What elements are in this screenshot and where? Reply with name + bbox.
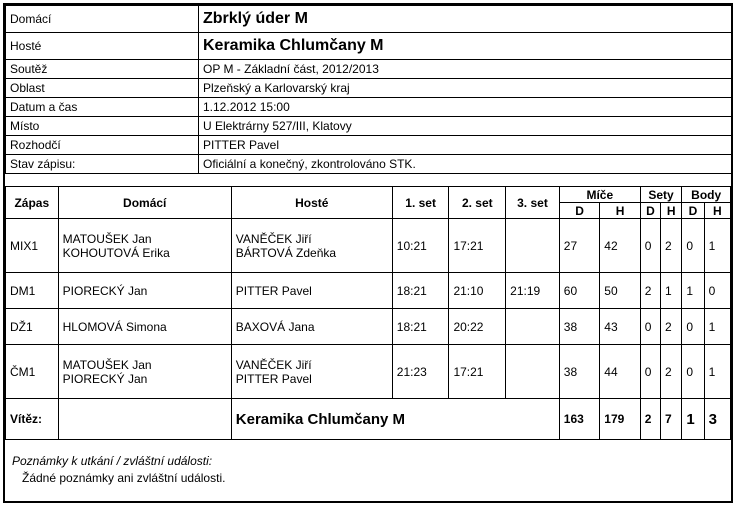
- match-set2: 20:22: [449, 309, 506, 345]
- info-label: Stav zápisu:: [6, 155, 199, 174]
- info-value: Keramika Chlumčany M: [199, 33, 732, 60]
- match-code: DM1: [6, 273, 59, 309]
- match-set2: 17:21: [449, 345, 506, 399]
- match-info-table: [5, 5, 732, 174]
- match-set1: 18:21: [392, 309, 449, 345]
- match-home-players: [58, 273, 231, 309]
- header-balls-d: D: [559, 203, 600, 219]
- match-points-d: 0: [682, 309, 704, 345]
- info-row: [6, 155, 732, 174]
- match-balls-h: 42: [600, 219, 641, 273]
- info-row: [6, 98, 732, 117]
- match-code: MIX1: [6, 219, 59, 273]
- match-row: [6, 345, 731, 399]
- header-sets-d: D: [640, 203, 660, 219]
- match-balls-d: 38: [559, 309, 600, 345]
- notes-section: [12, 454, 225, 485]
- match-points-h: 1: [704, 345, 730, 399]
- header-sets: Sety: [640, 187, 682, 203]
- match-set1: 21:23: [392, 345, 449, 399]
- info-row: [6, 117, 732, 136]
- match-set3: 21:19: [506, 273, 560, 309]
- match-guest-players: [231, 345, 392, 399]
- winner-balls-d: 163: [559, 399, 600, 440]
- match-home-players: [58, 219, 231, 273]
- match-sets-h: 2: [661, 309, 682, 345]
- player-name: MATOUŠEK Jan: [62, 231, 152, 246]
- header-points-h: H: [704, 203, 730, 219]
- header-balls-h: H: [600, 203, 641, 219]
- info-label: Místo: [6, 117, 199, 136]
- match-points-h: 1: [704, 309, 730, 345]
- info-value: 1.12.2012 15:00: [199, 98, 732, 117]
- match-sets-d: 0: [640, 345, 660, 399]
- match-points-h: 1: [704, 219, 730, 273]
- info-label: Hosté: [6, 33, 199, 60]
- info-value: Zbrklý úder M: [199, 6, 732, 33]
- match-balls-h: 43: [600, 309, 641, 345]
- info-label: Oblast: [6, 79, 199, 98]
- match-sets-d: 0: [640, 219, 660, 273]
- player-name: VANĚČEK Jiří: [235, 357, 312, 372]
- notes-title: Poznámky k utkání / zvláštní události:: [12, 454, 213, 468]
- winner-name: Keramika Chlumčany M: [231, 399, 559, 440]
- match-set3: [506, 345, 560, 399]
- info-label: Rozhodčí: [6, 136, 199, 155]
- match-points-d: 0: [682, 219, 704, 273]
- info-value: Oficiální a konečný, zkontrolováno STK.: [199, 155, 732, 174]
- info-label: Soutěž: [6, 60, 199, 79]
- winner-sets-h: 7: [661, 399, 682, 440]
- header-sets-h: H: [661, 203, 682, 219]
- player-name: PITTER Pavel: [235, 371, 312, 386]
- player-name: PITTER Pavel: [235, 283, 312, 298]
- match-set3: [506, 219, 560, 273]
- match-set2: 21:10: [449, 273, 506, 309]
- winner-sets-d: 2: [640, 399, 660, 440]
- match-code: ČM1: [6, 345, 59, 399]
- match-balls-d: 27: [559, 219, 600, 273]
- info-value: OP M - Základní část, 2012/2013: [199, 60, 732, 79]
- match-guest-players: [231, 273, 392, 309]
- notes-text: Žádné poznámky ani zvláštní události.: [22, 471, 226, 485]
- match-set1: 18:21: [392, 273, 449, 309]
- info-value: Plzeňský a Karlovarský kraj: [199, 79, 732, 98]
- match-home-players: [58, 309, 231, 345]
- info-row: [6, 60, 732, 79]
- header-points: Body: [682, 187, 731, 203]
- match-row: [6, 219, 731, 273]
- header-set1: 1. set: [392, 187, 449, 219]
- header-points-d: D: [682, 203, 704, 219]
- match-home-players: [58, 345, 231, 399]
- info-value: U Elektrárny 527/III, Klatovy: [199, 117, 732, 136]
- match-balls-d: 60: [559, 273, 600, 309]
- winner-row: [6, 399, 731, 440]
- games-table: [5, 186, 731, 440]
- match-points-d: 0: [682, 345, 704, 399]
- match-set2: 17:21: [449, 219, 506, 273]
- match-sets-h: 2: [661, 345, 682, 399]
- player-name: KOHOUTOVÁ Erika: [62, 245, 170, 260]
- info-row: [6, 136, 732, 155]
- match-sets-d: 2: [640, 273, 660, 309]
- header-guest: Hosté: [231, 187, 392, 219]
- info-label: Domácí: [6, 6, 199, 33]
- winner-label: Vítěz:: [6, 399, 59, 440]
- winner-points-d: 1: [682, 399, 704, 440]
- player-name: HLOMOVÁ Simona: [62, 319, 167, 334]
- info-row: [6, 6, 732, 33]
- match-points-d: 1: [682, 273, 704, 309]
- match-balls-h: 50: [600, 273, 641, 309]
- winner-points-h: 3: [704, 399, 730, 440]
- info-row: [6, 79, 732, 98]
- match-balls-d: 38: [559, 345, 600, 399]
- winner-balls-h: 179: [600, 399, 641, 440]
- header-home: Domácí: [58, 187, 231, 219]
- match-code: DŽ1: [6, 309, 59, 345]
- header-balls: Míče: [559, 187, 640, 203]
- winner-spacer: [58, 399, 231, 440]
- player-name: BAXOVÁ Jana: [235, 319, 315, 334]
- info-row: [6, 33, 732, 60]
- player-name: MATOUŠEK Jan: [62, 357, 152, 372]
- match-row: [6, 309, 731, 345]
- match-points-h: 0: [704, 273, 730, 309]
- match-guest-players: [231, 219, 392, 273]
- header-set3: 3. set: [506, 187, 560, 219]
- match-guest-players: [231, 309, 392, 345]
- match-sets-h: 2: [661, 219, 682, 273]
- match-set3: [506, 309, 560, 345]
- match-balls-h: 44: [600, 345, 641, 399]
- player-name: BÁRTOVÁ Zdeňka: [235, 245, 337, 260]
- match-sets-h: 1: [661, 273, 682, 309]
- match-row: [6, 273, 731, 309]
- player-name: VANĚČEK Jiří: [235, 231, 312, 246]
- header-match: Zápas: [6, 187, 59, 219]
- player-name: PIORECKÝ Jan: [62, 283, 148, 298]
- info-value: PITTER Pavel: [199, 136, 732, 155]
- info-label: Datum a čas: [6, 98, 199, 117]
- match-set1: 10:21: [392, 219, 449, 273]
- match-sets-d: 0: [640, 309, 660, 345]
- player-name: PIORECKÝ Jan: [62, 371, 148, 386]
- header-set2: 2. set: [449, 187, 506, 219]
